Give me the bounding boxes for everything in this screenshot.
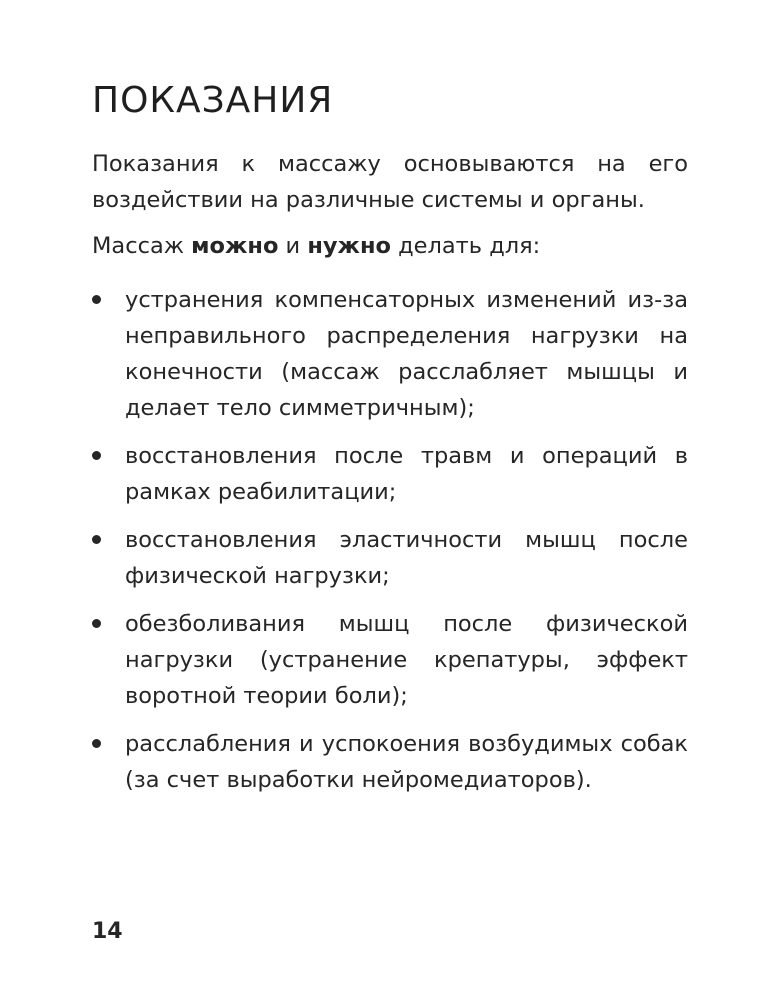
list-item (92, 282, 688, 426)
bullet-icon (92, 535, 101, 544)
bullet-icon (92, 619, 101, 628)
page-title: ПОКАЗАНИЯ (92, 80, 334, 121)
lead-bold-can: можно (191, 233, 279, 259)
bullet-icon (92, 739, 101, 748)
intro-paragraph: Показания к массажу основываются на его воздействии на различные системы и органы. (92, 151, 688, 213)
list-item-text: восстановления после травм и операций в рамках реабилитации; (125, 443, 688, 505)
lead-paragraph (92, 228, 688, 264)
lead-bold-need: нужно (307, 233, 391, 259)
list-item (92, 438, 688, 510)
bullet-icon (92, 295, 101, 304)
list-item-text: обезболивания мышц после физической нагрузки (устранение крепатуры, эффект воротной теории боли); (125, 611, 688, 709)
indications-list (92, 282, 688, 810)
bullet-icon (92, 451, 101, 460)
lead-text-1: Массаж (92, 233, 192, 259)
page-number: 14 (92, 919, 123, 944)
list-item (92, 726, 688, 798)
list-item-text: восстановления эластичности мышц после физической нагрузки; (125, 527, 688, 589)
list-item-text: устранения компенсаторных изменений из-за неправильного распределения нагрузки на конечности (массаж расслабляет мышцы и делает тело симметричным); (125, 287, 688, 421)
list-item (92, 606, 688, 714)
lead-text-2: и (278, 233, 308, 259)
list-item (92, 522, 688, 594)
lead-text-3: делать для: (390, 233, 541, 259)
list-item-text: расслабления и успокоения возбудимых собак (за счет выработки нейромедиаторов). (125, 731, 688, 793)
